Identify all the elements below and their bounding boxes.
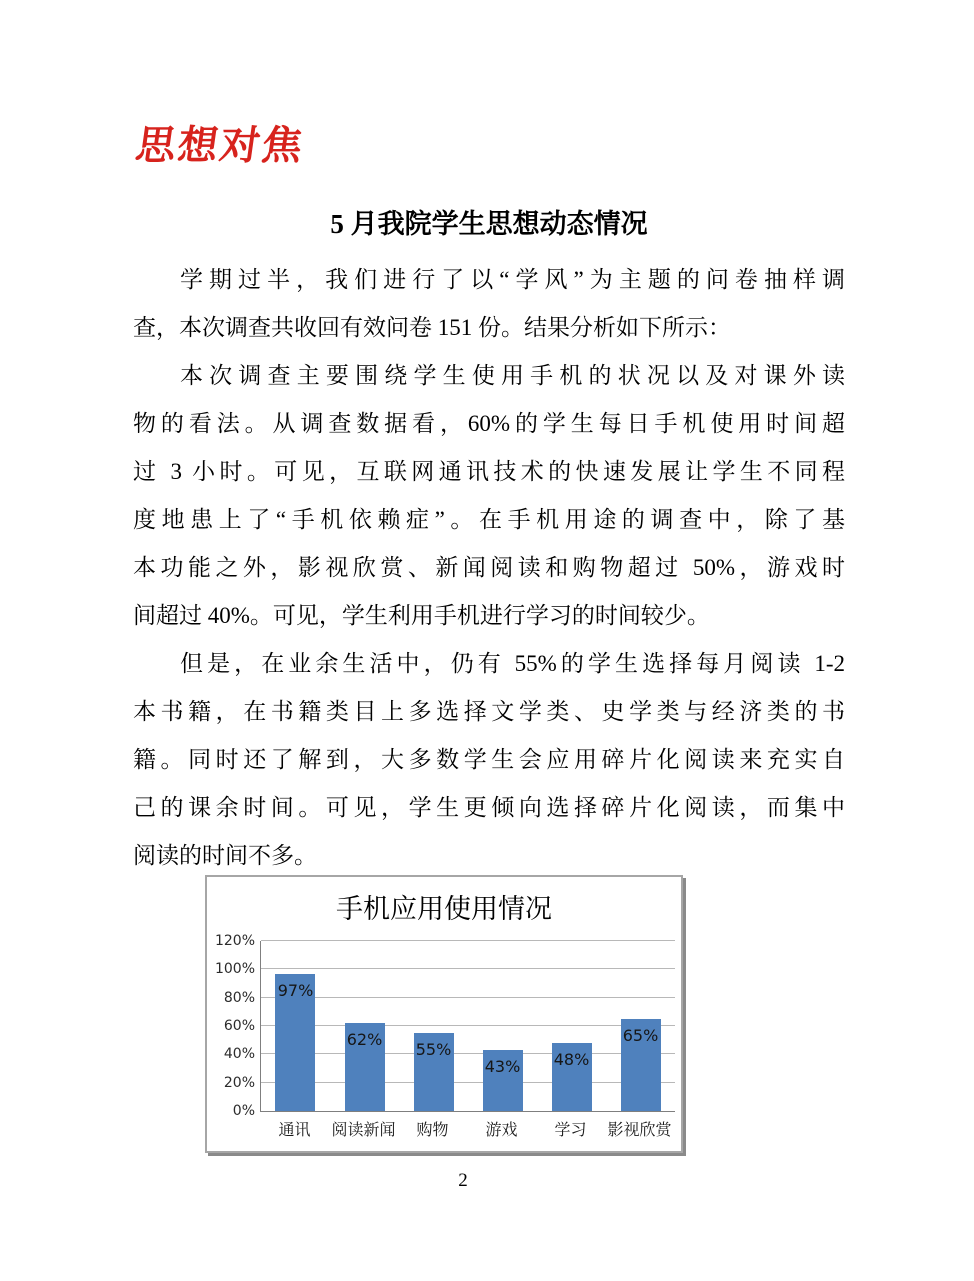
text-line: 本次调查主要围绕学生使用手机的状况以及对课外读 <box>180 363 845 388</box>
gridline <box>261 968 675 969</box>
y-tick-label: 40% <box>223 1046 255 1063</box>
y-tick-label: 80% <box>223 989 255 1006</box>
bar-data-label: 55% <box>415 1040 452 1060</box>
text-line: 度地患上了“手机依赖症”。在手机用途的调查中，除了基 <box>133 507 845 532</box>
x-category-label: 阅读新闻 <box>331 1122 396 1139</box>
bar-阅读新闻 <box>345 1023 385 1111</box>
bar-chart <box>205 875 683 1153</box>
page-number: 2 <box>458 1170 468 1191</box>
document-body <box>133 256 845 880</box>
x-category-label: 影视欣赏 <box>607 1122 672 1139</box>
bar-影视欣赏 <box>621 1019 661 1111</box>
y-tick-label: 100% <box>214 961 255 978</box>
text-line: 己的课余时间。可见，学生更倾向选择碎片化阅读，而集中 <box>133 795 845 820</box>
chart-title: 手机应用使用情况 <box>336 894 552 924</box>
bar-data-label: 48% <box>553 1050 590 1069</box>
text-line: 查，本次调查共收回有效问卷 151 份。结果分析如下所示： <box>133 315 731 340</box>
bar-data-label: 43% <box>484 1057 521 1077</box>
page-title: 5 月我院学生思想动态情况 <box>330 209 648 239</box>
bar-data-label: 65% <box>622 1025 659 1045</box>
y-tick-label: 0% <box>232 1103 255 1119</box>
x-category-label: 通讯 <box>278 1122 311 1139</box>
x-category-label: 学习 <box>554 1122 587 1139</box>
bar-通讯 <box>275 974 315 1111</box>
gridline <box>261 940 675 941</box>
masthead-logo: 思想对焦 <box>132 124 308 168</box>
text-line: 过 3 小时。可见，互联网通讯技术的快速发展让学生不同程 <box>133 459 845 484</box>
paragraph <box>133 352 845 640</box>
text-line: 物的看法。从调查数据看，60%的学生每日手机使用时间超 <box>133 411 845 436</box>
text-line: 学期过半，我们进行了以“学风”为主题的问卷抽样调 <box>180 267 845 292</box>
bar-购物 <box>414 1033 454 1111</box>
bar-data-label: 62% <box>346 1030 383 1050</box>
x-category-label: 购物 <box>416 1122 449 1139</box>
gridline <box>261 1025 675 1026</box>
text-line: 但是，在业余生活中，仍有 55%的学生选择每月阅读 1-2 <box>180 651 845 676</box>
bar-data-label: 97% <box>277 980 314 1000</box>
text-line: 阅读的时间不多。 <box>133 843 317 868</box>
x-axis <box>260 1117 674 1140</box>
y-tick-label: 60% <box>223 1018 255 1034</box>
bar-游戏 <box>483 1050 523 1111</box>
plot-area <box>260 941 675 1112</box>
y-axis <box>211 933 255 1119</box>
y-tick-label: 120% <box>214 933 255 949</box>
x-category-label: 游戏 <box>485 1122 518 1139</box>
text-line: 籍。同时还了解到，大多数学生会应用碎片化阅读来充实自 <box>133 747 845 772</box>
paragraph <box>133 256 845 352</box>
gridline <box>261 1053 675 1054</box>
y-tick-label: 20% <box>223 1074 255 1091</box>
paragraph <box>133 640 845 880</box>
text-line: 间超过 40%。可见，学生利用手机进行学习的时间较少。 <box>133 603 710 628</box>
bar-学习 <box>552 1043 592 1111</box>
gridline <box>261 997 675 998</box>
text-line: 本书籍，在书籍类目上多选择文学类、史学类与经济类的书 <box>133 699 845 724</box>
text-line: 本功能之外，影视欣赏、新闻阅读和购物超过 50%，游戏时 <box>133 555 845 580</box>
gridline <box>261 1082 675 1083</box>
